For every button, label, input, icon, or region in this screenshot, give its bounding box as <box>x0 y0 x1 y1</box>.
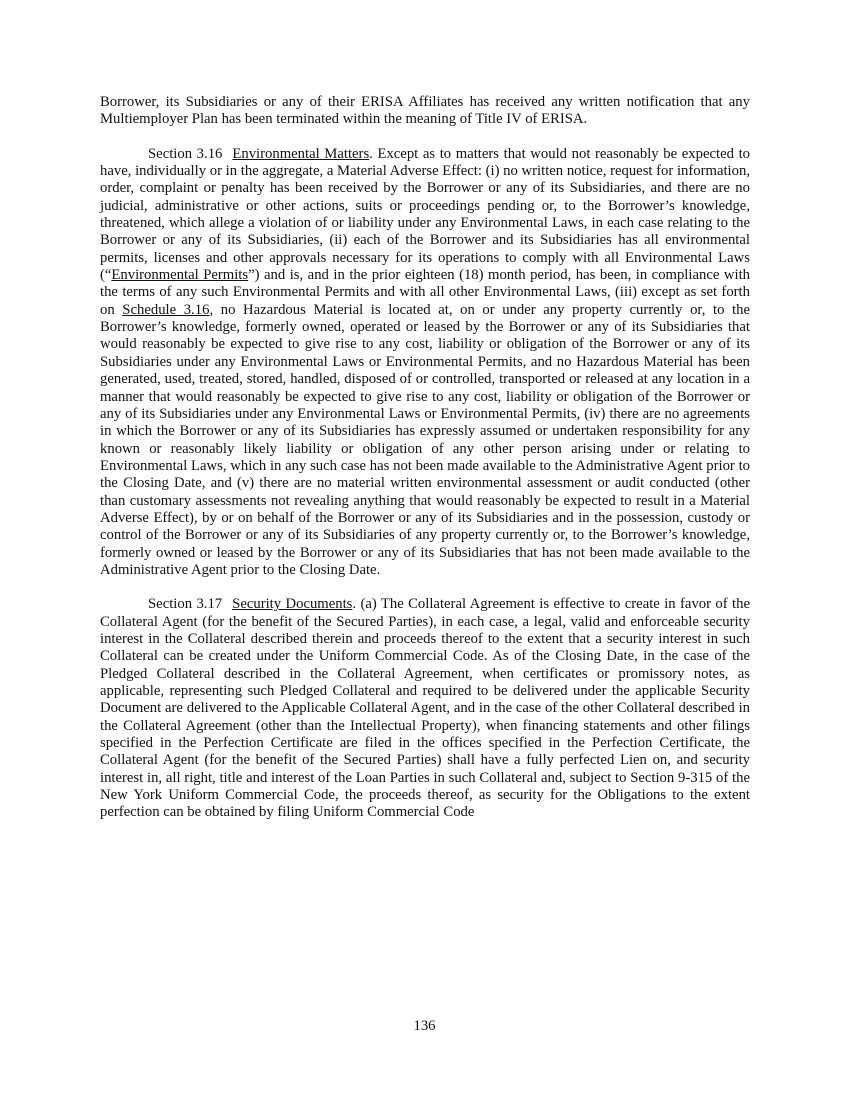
section-heading: Security Documents <box>232 596 353 613</box>
section-number: Section 3.16 <box>148 145 223 162</box>
section-heading: Environmental Matters <box>232 145 370 162</box>
intro-paragraph: Borrower, its Subsidiaries or any of their ERISA Affiliates has received any written notification that any Multiemployer Plan has been terminated within the meaning of Title IV of ERISA. <box>100 94 750 128</box>
section-3-16-paragraph <box>100 146 750 580</box>
page-number: 136 <box>413 1018 436 1034</box>
document-page <box>100 94 750 839</box>
section-3-17-paragraph <box>100 596 750 821</box>
section-text: , no Hazardous Material is located at, on or under any property currently or, to the Borrower’s knowledge, formerly owned, operated or leased by the Borrower or any of its Subsidiaries that would reasonably be expected to give rise to any cost, liability or obligation of the Borrower or any of its Subsidiaries under any Environmental Laws or Environmental Permits, and no Hazardous Material has been generated, used, treated, stored, handled, disposed of or controlled, transported or released at any location in a manner that would reasonably be expected to give rise to any cost, liability or obligation of the Borrower or any of its Subsidiaries under any Environmental Laws or Environmental Permits, (iv) there are no agreements in which the Borrower or any of its Subsidiaries has expressly assumed or undertaken responsibility for any known or reasonably likely liability or obligation of any other person arising under or relating to Environmental Laws, which in any such case has not been made available to the Administrative Agent prior to the Closing Date, and (v) there are no material written environmental assessment or audit conducted (other than customary assessments not revealing anything that would reasonably be expected to result in a Material Adverse Effect), by or on behalf of the Borrower or any of its Subsidiaries and in the possession, custody or control of the Borrower or any of its Subsidiaries of any property currently or, to the Borrower’s knowledge, formerly owned or leased by the Borrower or any of its Subsidiaries that has not been made available to the Administrative Agent prior to the Closing Date. <box>100 301 750 578</box>
section-text: . Except as to matters that would not reasonably be expected to have, individually or in the aggregate, a Material Adverse Effect: (i) no written notice, request for information, order, complaint or penalty has been received by the Borrower or any of its Subsidiaries, and there are no judicial, administrative or other actions, suits or proceedings pending or, to the Borrower’s knowledge, threatened, which allege a violation of or liability under any Environmental Laws, in each case relating to the Borrower or any of its Subsidiaries, (ii) each of the Borrower and its Subsidiaries has all environmental permits, licenses and other approvals necessary for its operations to comply with all Environmental Laws (“ <box>100 145 750 284</box>
section-number: Section 3.17 <box>148 596 223 613</box>
section-text: ”) and is, and in the prior eighteen (18) month period, has been, in compliance with the terms of any such Environmental Permits and with all other Environmental Laws, (iii) except as set forth on <box>100 267 750 318</box>
schedule-reference: Schedule 3.16 <box>122 301 210 318</box>
section-text: . (a) The Collateral Agreement is effective to create in favor of the Collateral Agent (for the benefit of the Secured Parties), in each case, a legal, valid and enforceable security interest in the Collateral described therein and proceeds thereof to the extent that a security interest in such Collateral can be created under the Uniform Commercial Code. As of the Closing Date, in the case of the Pledged Collateral described in the Collateral Agreement, when certificates or promissory notes, as applicable, representing such Pledged Collateral and required to be delivered under the applicable Security Document are delivered to the Applicable Collateral Agent, and in the case of the other Collateral described in the Collateral Agreement (other than the Intellectual Property), when financing statements and other filings specified in the Perfection Certificate are filed in the offices specified in the Perfection Certificate, the Collateral Agent (for the benefit of the Secured Parties) shall have a fully perfected Lien on, and security interest in, all right, title and interest of the Loan Parties in such Collateral and, subject to Section 9-315 of the New York Uniform Commercial Code, the proceeds thereof, as security for the Obligations to the extent perfection can be obtained by filing Uniform Commercial Code <box>100 596 750 821</box>
defined-term: Environmental Permits <box>111 267 249 284</box>
